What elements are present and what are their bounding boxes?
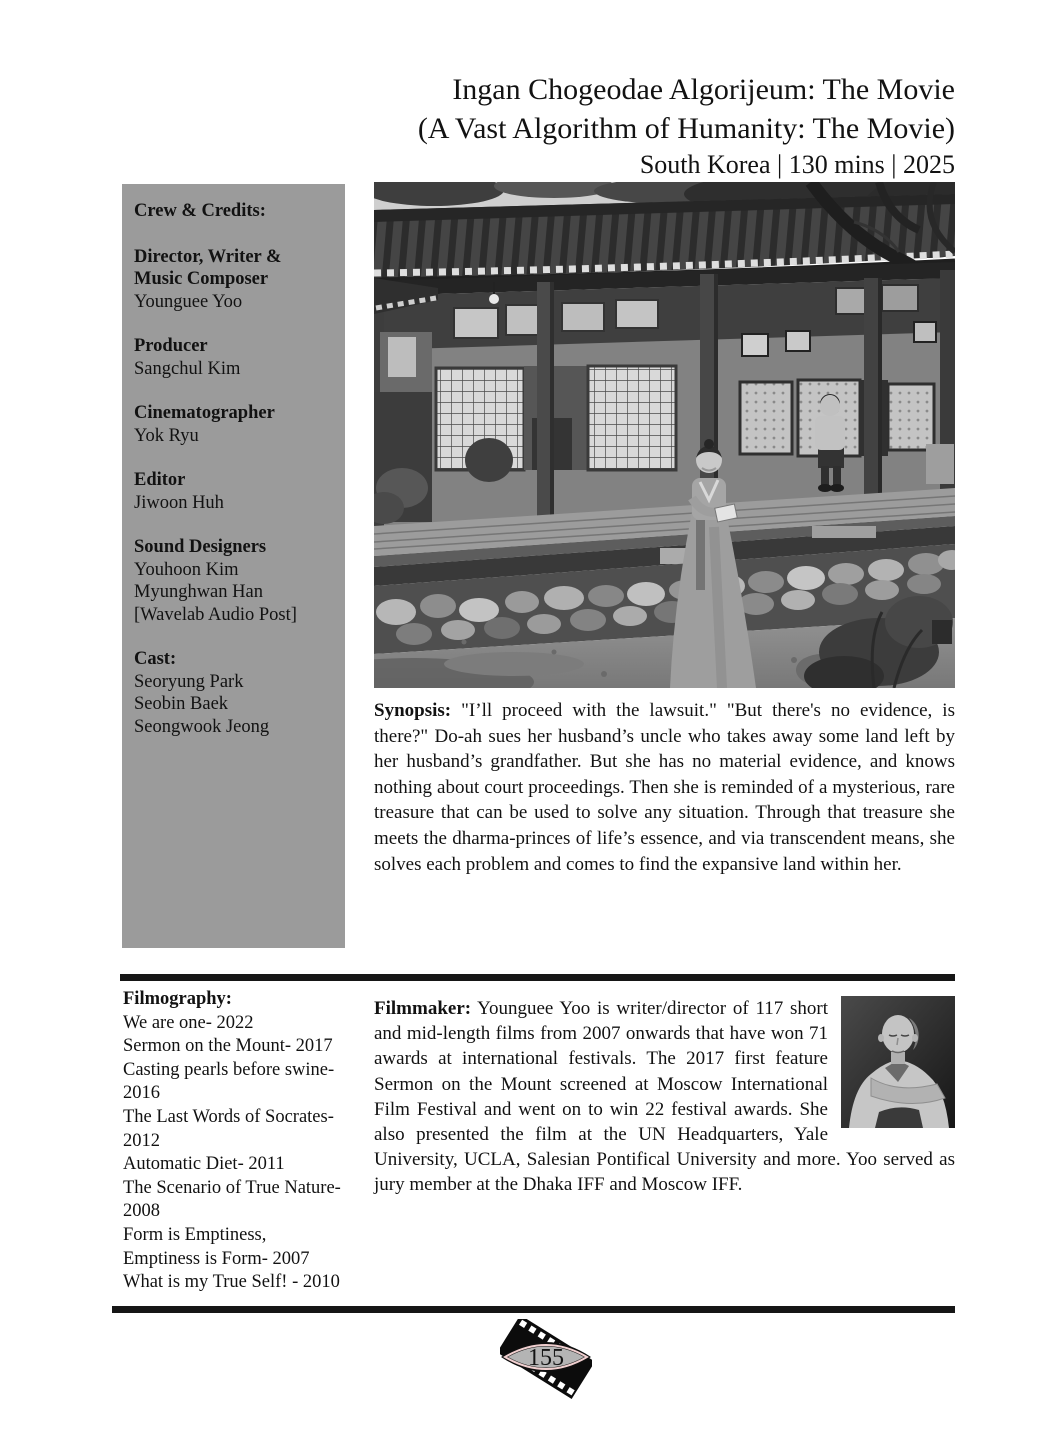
film-strip-icon [500, 1319, 592, 1399]
crew-group-editor [134, 469, 333, 514]
filmography-item: The Scenario of True Nature- 2008 [123, 1177, 341, 1222]
crew-group-producer [134, 335, 333, 380]
film-title-block [315, 70, 955, 181]
filmmaker-portrait [841, 996, 955, 1128]
crew-name: Sangchul Kim [134, 358, 241, 379]
crew-group-cast [134, 648, 333, 738]
synopsis-text: "I’ll proceed with the lawsuit." "But there's no evidence, is there?" Do-ah sues her husband’s uncle who takes away some land left by her husband’s grandfather. But she has no material evidence, and knows nothing about court proceedings. Then she is reminded of a mysterious, rare treasure that can be used to solve any situation. Through that treasure she meets the dharma-princes of life’s essence, and via transcendent means, she solves each problem and comes to find the expansive land within her. [374, 700, 955, 875]
crew-group-director [134, 246, 333, 314]
crew-role: Cast: [134, 649, 177, 669]
page-number: 155 [528, 1345, 564, 1371]
crew-name: Seoryung Park [134, 671, 244, 692]
crew-group-cinematographer [134, 402, 333, 447]
filmmaker-portrait-photo [841, 996, 955, 1128]
crew-role: Editor [134, 470, 186, 490]
synopsis-label: Synopsis: [374, 700, 452, 721]
crew-name: Seobin Baek [134, 694, 229, 714]
filmography-heading: Filmography: [123, 989, 232, 1009]
film-still-photo [374, 182, 955, 688]
divider-bottom [112, 1306, 955, 1313]
filmography-item: Sermon on the Mount- 2017 [123, 1036, 333, 1057]
crew-name: Yok Ryu [134, 425, 199, 446]
filmography-item: Automatic Diet- 2011 [123, 1154, 285, 1175]
crew-role: Sound Designers [134, 537, 267, 557]
crew-group-sound [134, 536, 333, 626]
filmography-item: The Last Words of Socrates- 2012 [123, 1106, 334, 1151]
filmography-item: We are one- 2022 [123, 1012, 254, 1033]
crew-name: Youhoon Kim [134, 559, 239, 580]
synopsis [374, 698, 955, 877]
crew-role: Cinematographer [134, 403, 275, 423]
crew-name: Seongwook Jeong [134, 716, 270, 737]
filmmaker-text: Younguee Yoo is writer/director of 117 short and mid-length films from 2007 onwards that have won 71 awards at international festivals. The 2017 first feature Sermon on the Mount screened at Moscow International Film Festival and went on to win 22 festival awards. She also presented the film at the UN Headquarters, Yale University, UCLA, Salesian Pontifical University and more. Yoo served as jury member at the Dhaka IFF and Moscow IFF. [374, 998, 955, 1196]
film-title-translated: (A Vast Algorithm of Humanity: The Movie) [417, 112, 955, 145]
divider-top [120, 974, 955, 981]
filmography-panel [123, 988, 346, 1295]
crew-name: Myunghwan Han [Wavelab Audio Post] [134, 582, 297, 625]
film-title-original: Ingan Chogeodae Algorijeum: The Movie [452, 73, 955, 106]
page-number-mark [500, 1319, 592, 1399]
filmography-item: Form is Emptiness, Emptiness is Form- 2007 [123, 1224, 310, 1269]
filmography-item: Casting pearls before swine- 2016 [123, 1059, 335, 1104]
crew-name: Younguee Yoo [134, 291, 243, 312]
crew-credits-panel [122, 184, 345, 948]
crew-role: Director, Writer & Music Composer [134, 246, 282, 289]
filmmaker-label: Filmmaker: [374, 998, 472, 1019]
crew-heading: Crew & Credits: [134, 201, 266, 221]
filmography-item: What is my True Self! - 2010 [123, 1272, 340, 1293]
filmmaker-bio [374, 996, 955, 1198]
crew-name: Jiwoon Huh [134, 492, 224, 513]
film-meta-line: South Korea | 130 mins | 2025 [639, 150, 955, 179]
crew-role: Producer [134, 336, 208, 356]
